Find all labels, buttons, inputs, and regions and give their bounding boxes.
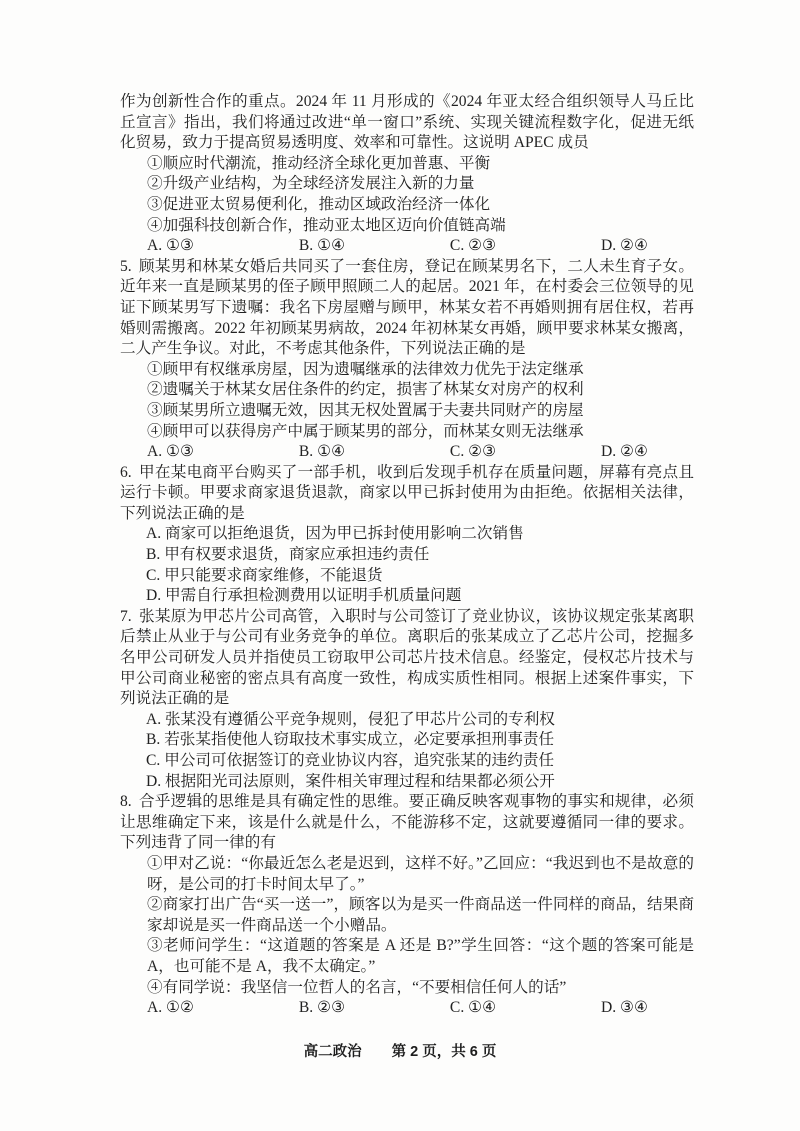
- choice-b: B. 甲有权要求退货，商家应承担违约责任: [146, 546, 430, 564]
- question-stem: [120, 463, 694, 525]
- answer-choice-row: [120, 442, 694, 463]
- numbered-statement-2: ②商家打出广告“买一送一”，顾客以为是买一件商品送一件同样的商品，结果商家却说是买一件商品送一个小赠品。: [147, 896, 694, 934]
- choice-a: A. ①③: [147, 443, 195, 461]
- answer-choice-row: [120, 236, 694, 257]
- answer-choice-row: [120, 998, 694, 1019]
- numbered-statement-1: ①甲对乙说：“你最近怎么老是迟到，这样不好。”乙回应：“我迟到也不是故意的呀，是公司的打卡时间太早了。”: [147, 854, 694, 893]
- question-stem-text: 甲在某电商平台购买了一部手机，收到后发现手机存在质量问题，屏幕有亮点且运行卡顿。甲要求商家退货退款，商家以甲已拆封使用为由拒绝。依据相关法律，下列说法正确的是: [120, 463, 694, 522]
- question-stem-text: 合乎逻辑的思维是具有确定性的思维。要正确反映客观事物的事实和规律，必须让思维确定下来，该是什么就是什么，不能游移不定，这就要遵循同一律的要求。下列违背了同一律的有: [120, 793, 694, 852]
- numbered-statement-2: ②升级产业结构，为全球经济发展注入新的力量: [147, 175, 475, 193]
- question-stem-text: 作为创新性合作的重点。2024 年 11 月形成的《2024 年亚太经合组织领导人马丘比丘宣言》指出，我们将通过改进“单一窗口”系统、实现关键流程数字化，促进无纸化贸易，致力于提高贸易透明度、效率和可靠性。这说明 APEC 成员: [120, 93, 694, 152]
- question-number: 7.: [120, 607, 132, 625]
- choice-d: D. ②④: [600, 443, 648, 461]
- choice-d: D. ②④: [600, 237, 648, 255]
- question-number: 5.: [120, 257, 132, 275]
- choice-b: B. 若张某指使他人窃取技术事实成立，必定要承担刑事责任: [146, 731, 555, 749]
- question-5: [120, 257, 694, 463]
- choice-c: C. 甲只能要求商家维修，不能退货: [146, 566, 383, 584]
- choice-c: C. ②③: [449, 237, 497, 255]
- question-stem: [120, 792, 694, 854]
- choice-c: C. ②③: [449, 443, 497, 461]
- choice-d: D. ③④: [600, 999, 648, 1017]
- question-stem: [120, 257, 694, 360]
- question-stem: [120, 92, 694, 154]
- numbered-statement-3: ③老师问学生：“这道题的答案是 A 还是 B?”学生回答：“这个题的答案可能是 A，也可能不是 A，我不太确定。”: [147, 937, 694, 975]
- question-4-continuation: [120, 92, 694, 257]
- numbered-statement-3: ③促进亚太贸易便利化，推动区域政治经济一体化: [147, 195, 491, 213]
- question-stem-text: 张某原为甲芯片公司高管，入职时与公司签订了竞业协议，该协议规定张某离职后禁止从业于与公司有业务竞争的单位。离职后的张某成立了乙芯片公司，挖掘多名甲公司研发人员并指使员工窃取甲公司芯片技术信息。经鉴定，侵权芯片技术与甲公司商业秘密的密点具有高度一致性，构成实质性相同。根据上述案件事实，下列说法正确的是: [120, 607, 694, 708]
- choice-b: B. ②③: [298, 999, 346, 1017]
- choice-d: D. 根据阳光司法原则，案件相关审理过程和结果都必须公开: [146, 772, 555, 790]
- question-6: [120, 463, 694, 607]
- choice-a: A. 商家可以拒绝退货，因为甲已拆封使用影响二次销售: [146, 525, 524, 543]
- choice-a: A. ①②: [147, 999, 195, 1017]
- numbered-statement-4: ④顾甲可以获得房产中属于顾某男的部分，而林某女则无法继承: [147, 422, 584, 440]
- choice-b: B. ①④: [298, 237, 346, 255]
- choice-b: B. ①④: [298, 443, 346, 461]
- question-stem: [120, 607, 694, 710]
- footer-page-number: 第 2 页，共 6 页: [391, 1044, 497, 1060]
- question-stem-text: 顾某男和林某女婚后共同买了一套住房，登记在顾某男名下，二人未生育子女。近年来一直是顾某男的侄子顾甲照顾二人的起居。2021 年，在村委会三位领导的见证下顾某男写下遗嘱：我名下房屋赠与顾甲，林某女若不再婚则拥有居住权，若再婚则需搬离。2022 年初顾某男病故，2024 年初林某女再婚，顾甲要求林某女搬离，二人产生争议。对此，不考虑其他条件，下列说法正确的是: [120, 257, 694, 358]
- page-footer: [0, 1042, 800, 1063]
- choice-c: C. 甲公司可依据签订的竞业协议内容，追究张某的违约责任: [146, 752, 555, 769]
- question-8: [120, 792, 694, 1019]
- choice-d: D. 甲需自行承担检测费用以证明手机质量问题: [146, 587, 462, 605]
- numbered-statement-4: ④有同学说：我坚信一位哲人的名言，“不要相信任何人的话”: [147, 978, 567, 996]
- footer-course-label: 高二政治: [303, 1044, 362, 1060]
- question-7: [120, 607, 694, 792]
- numbered-statement-2: ②遗嘱关于林某女居住条件的约定，损害了林某女对房产的权利: [147, 381, 584, 399]
- numbered-statement-1: ①顾甲有权继承房屋，因为遗嘱继承的法律效力优先于法定继承: [147, 360, 584, 378]
- question-number: 6.: [120, 463, 132, 481]
- choice-c: C. ①④: [449, 999, 497, 1017]
- numbered-statement-1: ①顺应时代潮流，推动经济全球化更加普惠、平衡: [147, 154, 491, 172]
- choice-a: A. ①③: [147, 237, 195, 255]
- question-number: 8.: [120, 793, 132, 811]
- numbered-statement-3: ③顾某男所立遗嘱无效，因其无权处置属于夫妻共同财产的房屋: [147, 401, 584, 419]
- choice-a: A. 张某没有遵循公平竞争规则，侵犯了甲芯片公司的专利权: [146, 710, 555, 728]
- numbered-statement-4: ④加强科技创新合作，推动亚太地区迈向价值链高端: [147, 216, 506, 234]
